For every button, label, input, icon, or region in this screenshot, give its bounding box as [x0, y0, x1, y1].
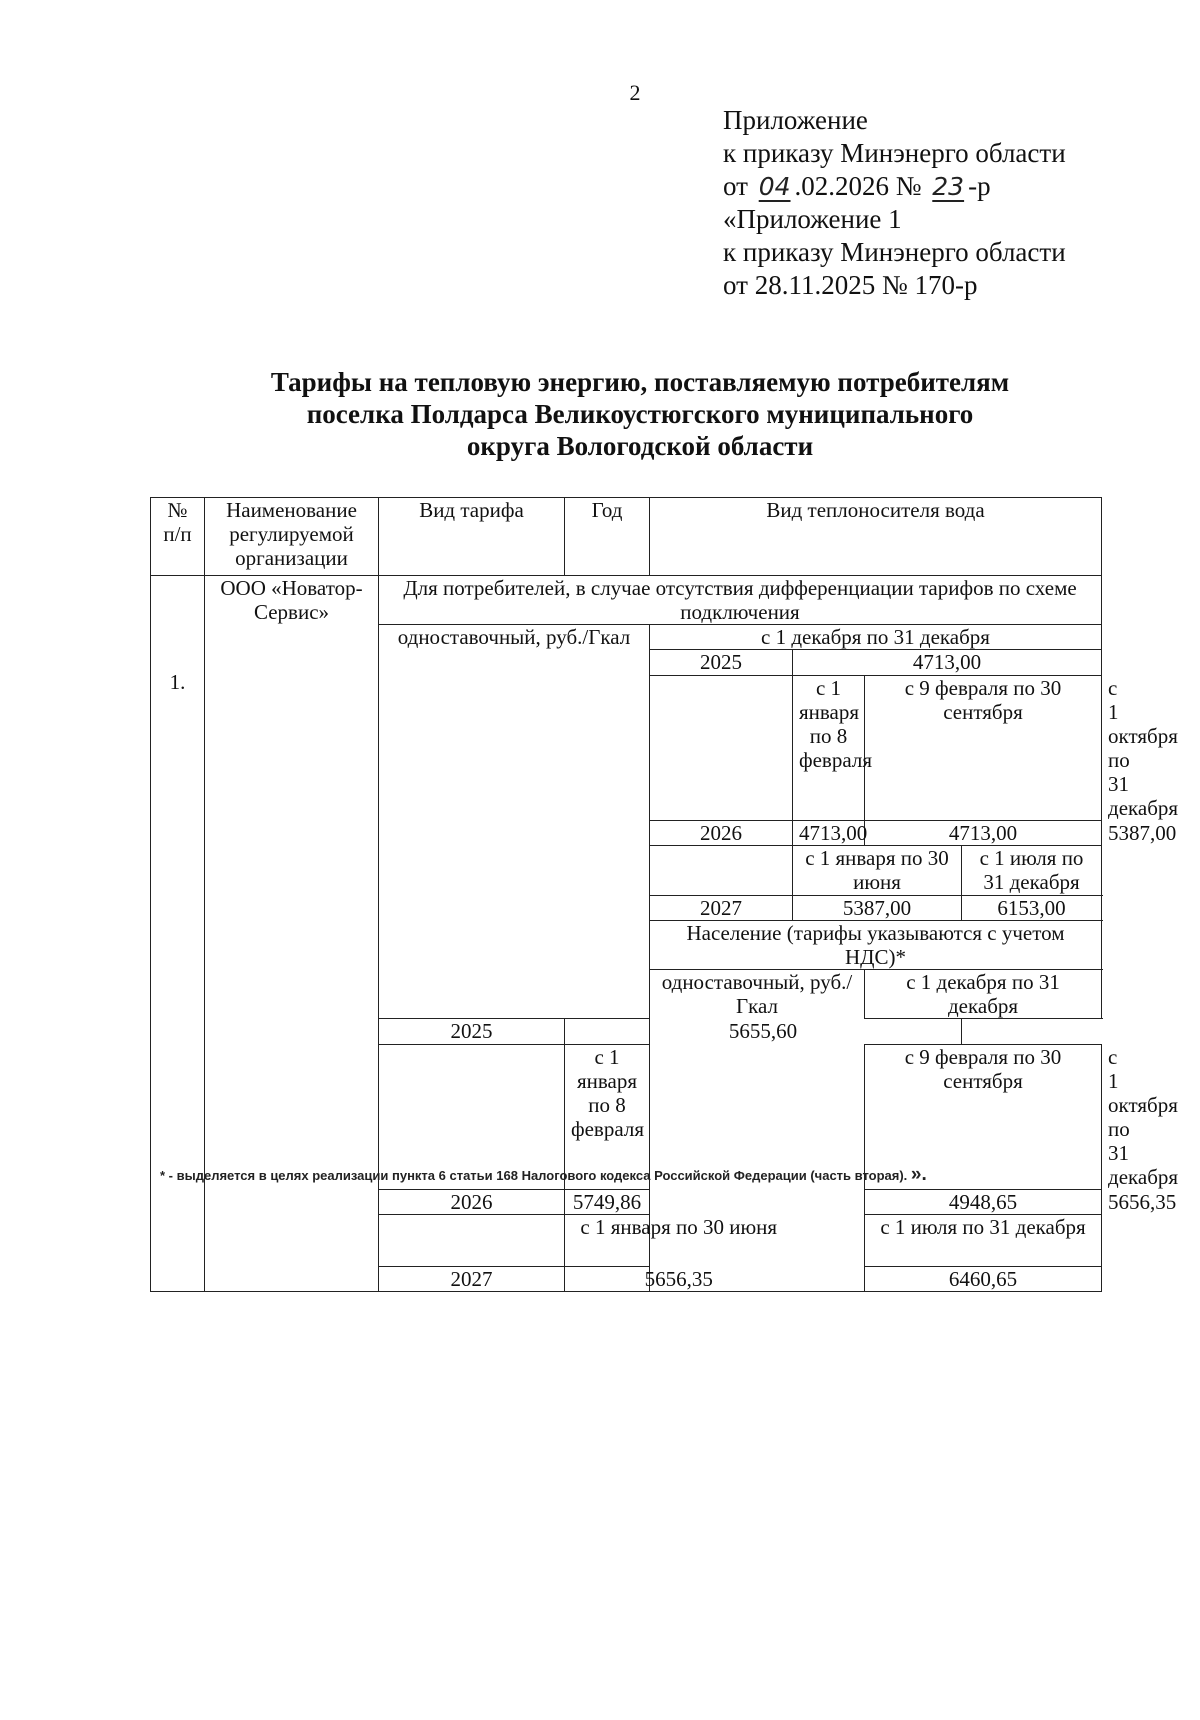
section-2-period-2026-a: с 1 января по 8 февраля	[565, 1045, 650, 1190]
header-num: № п/п	[151, 498, 205, 576]
appendix-header	[723, 104, 1066, 302]
section-2-year-2026: 2026	[379, 1190, 565, 1215]
section-1-year-2026: 2026	[650, 821, 793, 846]
section-1-period-2025: с 1 декабря по 31 декабря	[650, 625, 1102, 650]
section-2-period-2027-b: с 1 июля по 31 декабря	[865, 1215, 1102, 1267]
section-1-value-2025: 4713,00	[793, 650, 1102, 676]
handwritten-day: 04	[758, 172, 791, 201]
appendix-line-3	[723, 170, 1066, 203]
empty-year-cell	[650, 846, 793, 896]
section-1-period-2027-a: с 1 января по 30 июня	[793, 846, 962, 896]
title-line-3: округа Вологодской области	[466, 431, 814, 461]
section-1-period-2027-b: с 1 июля по 31 декабря	[962, 846, 1102, 896]
order-number-suffix: -р	[968, 171, 991, 201]
organization-name: ООО «Новатор-Сервис»	[205, 576, 379, 1292]
page-number: 2	[629, 80, 641, 105]
row-number: 1.	[151, 576, 205, 1292]
header-tariff-type: Вид тарифа	[379, 498, 565, 576]
section-1-period-2026-b: с 9 февраля по 30 сентября	[865, 676, 1102, 821]
section-2-year-2025: 2025	[379, 1019, 565, 1045]
empty-year-cell	[650, 676, 793, 821]
section-2-tariff-label: одноставочный, руб./Гкал	[650, 970, 865, 1292]
section-1-period-2026-a: с 1 января по 8 февраля	[793, 676, 865, 821]
appendix-line-1: Приложение	[723, 105, 868, 135]
footnote-text: * - выделяется в целях реализации пункта 6 статьи 168 Налогового кодекса Российской Федерации (часть вторая).	[160, 1168, 908, 1183]
section-2-period-2026-b: с 9 февраля по 30 сентября	[865, 1045, 1102, 1190]
section-2-value-2027-b: 6460,65	[865, 1267, 1102, 1292]
section-2-period-2027-a: с 1 января по 30 июня	[565, 1215, 793, 1267]
section-1-value-2027-b: 6153,00	[962, 896, 1102, 921]
table-row: 2026 5749,86 4948,65 5656,35	[151, 1190, 1102, 1215]
section-2-title: Население (тарифы указываются с учетом НДС)*	[650, 921, 1102, 970]
section-1-value-2026-b: 4713,00	[865, 821, 1102, 846]
appendix-line-4: «Приложение 1	[723, 204, 902, 234]
footnote	[160, 1164, 927, 1186]
section-2-value-2025: 5655,60	[565, 1019, 962, 1045]
handwritten-order-number: 23	[932, 172, 965, 201]
header-carrier: Вид теплоносителя вода	[650, 498, 1102, 576]
section-2-value-2026-a: 5749,86	[565, 1190, 650, 1215]
footnote-closing-quote: ».	[910, 1164, 927, 1185]
title-line-1: Тарифы на тепловую энергию, поставляемую потребителям	[270, 367, 1010, 397]
section-1-tariff-label: одноставочный, руб./Гкал	[379, 625, 650, 1019]
section-1-value-2027-a: 5387,00	[793, 896, 962, 921]
section-1-year-2025: 2025	[650, 650, 793, 676]
section-2-year-2027: 2027	[379, 1267, 565, 1292]
document-title	[150, 366, 1130, 462]
section-1-value-2026-a: 4713,00	[793, 821, 865, 846]
title-line-2: поселка Полдарса Великоустюгского муниципального	[306, 399, 974, 429]
table-row: 2026 4713,00 4713,00 5387,00	[151, 821, 1102, 846]
header-org: Наименование регулируемой организации	[205, 498, 379, 576]
section-2-value-2027-a: 5656,35	[565, 1267, 793, 1292]
order-date-prefix: от	[723, 171, 748, 201]
appendix-line-5: к приказу Минэнерго области	[723, 237, 1066, 267]
section-2-value-2026-b: 4948,65	[865, 1190, 1102, 1215]
table-header-row	[151, 498, 1102, 576]
table-row: с 1 января по 8 февраля с 9 февраля по 30 сентября с 1 октября по 31 декабря	[151, 676, 1102, 821]
section-2-period-2025: с 1 декабря по 31 декабря	[865, 970, 1102, 1019]
table-row: с 1 января по 8 февраля с 9 февраля по 30 сентября с 1 октября по 31 декабря	[151, 1045, 1102, 1190]
header-year: Год	[565, 498, 650, 576]
appendix-line-2: к приказу Минэнерго области	[723, 138, 1066, 168]
appendix-line-6: от 28.11.2025 № 170-р	[723, 270, 978, 300]
table-row	[151, 576, 1102, 625]
section-1-year-2027: 2027	[650, 896, 793, 921]
empty-year-cell	[379, 1215, 565, 1267]
order-date-middle: .02.2026 №	[794, 171, 922, 201]
section-1-title: Для потребителей, в случае отсутствия дифференциации тарифов по схеме подключения	[379, 576, 1102, 625]
